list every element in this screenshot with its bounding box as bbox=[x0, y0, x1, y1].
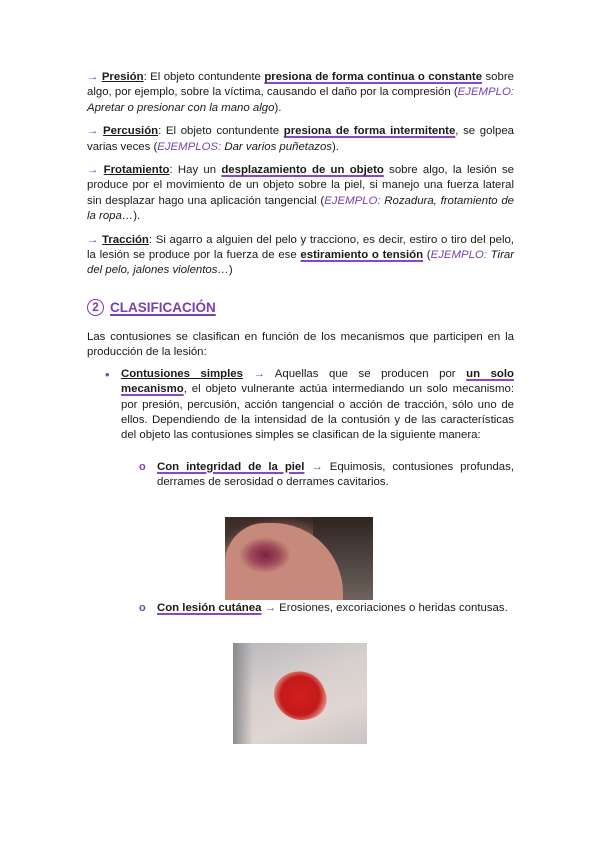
arrow-icon: → bbox=[87, 125, 104, 138]
arrow-icon: → bbox=[87, 233, 103, 246]
arrow-icon: → bbox=[87, 164, 104, 177]
section-intro: Las contusiones se clasifican en función de los mecanismos que participen en la producción de la lesión: bbox=[87, 330, 514, 359]
arrow-icon: → bbox=[87, 71, 102, 83]
wound-photo bbox=[233, 643, 367, 744]
section-title: CLASIFICACIÓN bbox=[110, 299, 216, 315]
term: Contusiones simples bbox=[121, 367, 243, 380]
arrow-icon: → bbox=[242, 367, 275, 380]
section-number-badge: 2 bbox=[87, 299, 104, 316]
paragraph-frotamiento: → Frotamiento: Hay un desplazamiento de un objeto sobre algo, la lesión se produce por el movimiento de un objeto sobre la piel, si manejo una fuerza lateral sin desplazar hago una aplicación tangencial (EJEMPLO: Rozadura, frotamiento de la ropa…). bbox=[87, 164, 514, 223]
example-label: EJEMPLO: bbox=[457, 86, 514, 99]
circle-bullet-icon: o bbox=[139, 601, 146, 614]
sub-list-item: o Con lesión cutánea → Erosiones, excoriaciones o heridas contusas. bbox=[121, 601, 514, 616]
paragraph-percusion: → Percusión: El objeto contundente presiona de forma intermitente, se golpea varias veces (EJEMPLOS: Dar varios puñetazos). bbox=[87, 125, 514, 153]
term: Frotamiento bbox=[103, 164, 170, 177]
paragraph-presion: → Presión: El objeto contundente presiona de forma continua o constante sobre algo, por ejemplo, sobre la víctima, causando el daño por la compresión (EJEMPLO: Apretar o presionar con la mano algo). bbox=[87, 71, 514, 114]
term: Con integridad de la piel bbox=[157, 460, 305, 473]
term: Tracción bbox=[102, 233, 149, 246]
example-label: EJEMPLO: bbox=[430, 249, 487, 262]
highlight: presiona de forma intermitente bbox=[283, 125, 456, 138]
circle-bullet-icon: o bbox=[139, 460, 146, 473]
highlight: desplazamiento de un objeto bbox=[221, 164, 384, 177]
section-heading bbox=[87, 299, 514, 316]
bruise-photo bbox=[225, 517, 373, 600]
term: Presión bbox=[101, 71, 144, 83]
arrow-icon: → bbox=[304, 460, 330, 473]
highlight: presiona de forma continua o constante bbox=[264, 71, 483, 83]
term: Percusión bbox=[103, 125, 159, 138]
example-label: EJEMPLO: bbox=[324, 194, 381, 207]
example-label: EJEMPLOS: bbox=[157, 140, 222, 153]
highlight: un solo mecanismo bbox=[121, 367, 514, 396]
highlight: estiramiento o tensión bbox=[300, 249, 424, 262]
sub-list-item: o Con integridad de la piel → Equimosis, contusiones profundas, derrames de serosidad o derrames cavitarios. bbox=[121, 460, 514, 491]
arrow-icon: → bbox=[261, 601, 280, 614]
paragraph-traccion: → Tracción: Si agarro a alguien del pelo y tracciono, es decir, estiro o tiro del pelo, la lesión se produce por la fuerza de ese estiramiento o tensión (EJEMPLO: Tirar del pelo, jalones violentos…) bbox=[87, 233, 514, 277]
term: Con lesión cutánea bbox=[157, 601, 262, 614]
bullet-icon: • bbox=[105, 366, 110, 382]
list-item: • Contusiones simples → Aquellas que se producen por un solo mecanismo, el objeto vulnerante actúa intermediando un solo mecanismo: por presión, percusión, acción tangencial o acción de tracción, sólo uno de ellos. Dependiendo de la intensidad de la contusión y de las características del objeto las contusiones simples se clasifican de la siguiente manera: bbox=[87, 367, 514, 444]
